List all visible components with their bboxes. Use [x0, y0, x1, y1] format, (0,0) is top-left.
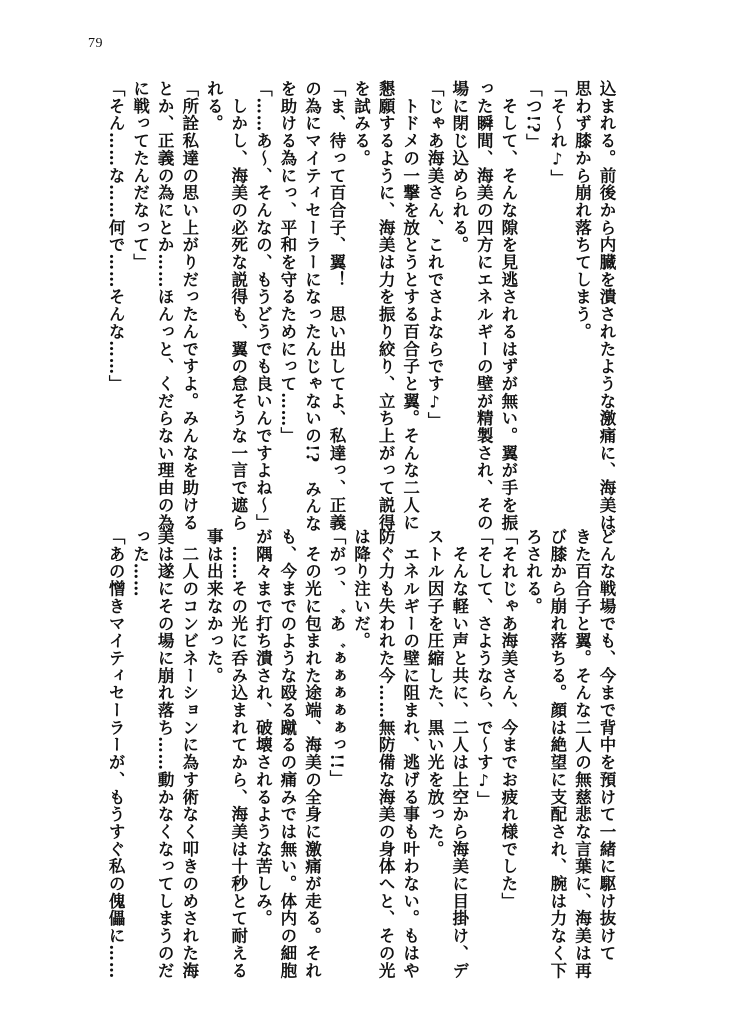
- text-line: ストル因子を圧縮した、黒い光を放った。: [425, 528, 445, 858]
- text-line: とか、正義の為にとか……ほんっと、くだらない理由の為: [155, 80, 175, 532]
- text-line: った瞬間、海美の四方にエネルギーの壁が精製され、その: [474, 80, 494, 532]
- text-line: った……: [130, 528, 150, 598]
- text-line: び膝から崩れ落ちる。顔は絶望に支配され、腕は力なく下: [547, 528, 567, 980]
- text-line: 「そん……な……何で……そんな……」: [106, 80, 126, 393]
- text-line: そんな軽い声と共に、二人は上空から海美に目掛け、デ: [449, 528, 469, 980]
- text-line: 事は出来なかった。: [204, 528, 224, 685]
- text-line: を試みる。: [351, 80, 371, 167]
- text-line: 懇願するように、海美は力を振り絞り、立ち上がって説得: [376, 80, 396, 532]
- text-line: 「じゃあ海美さん、これでさよならです♪」: [425, 80, 445, 430]
- text-line: 「つ!?」: [523, 80, 543, 151]
- text-line: ……その光に呑み込まれてから、海美は十秒とて耐える: [228, 528, 248, 980]
- text-line: 「……あ～、そんなの、もうどうでも良いんですよね～」: [253, 80, 273, 532]
- text-line: どんな戦場でも、今まで背中を預けて一緒に駆け抜けて: [597, 528, 616, 962]
- text-line: 美は遂にその場に崩れ落ち……動かなくなってしまうのだ: [155, 528, 175, 980]
- page-number: 79: [88, 36, 103, 51]
- text-line: しかし、海美の必死な説得も、翼の怠そうな一言で遮ら: [228, 80, 248, 532]
- text-line: きた百合子と翼。そんな二人の無慈悲な言葉に、海美は再: [572, 528, 592, 980]
- text-line: 二人のコンビネーションに為す術なく叩きのめされた海: [179, 528, 199, 980]
- text-line: 「あの憎きマイティセーラーが、もうすぐ私の傀儡に……: [106, 528, 126, 980]
- text-line: 「それじゃあ海美さん、今までお疲れ様でした」: [498, 528, 518, 910]
- text-line: が隅々まで打ち潰され、破壊されるような苦しみ。: [253, 528, 273, 928]
- text-line: 「所詮私達の思い上がりだったんですよ。みんなを助ける: [179, 80, 199, 532]
- text-line: 「そして、さようなら、で～す♪」: [474, 528, 494, 809]
- text-line: 込まれる。前後から内臓を潰されたような激痛に、海美は: [597, 80, 616, 532]
- text-line: 「ま、待って百合子、翼！ 思い出してよ、私達っ、正義: [326, 80, 346, 532]
- text-line: 防ぐ力も失われた今……無防備な海美の身体へと、その光: [376, 528, 396, 980]
- text-line: そして、そんな隙を見逃されるはずが無い。翼が手を振: [498, 80, 518, 532]
- text-line: エネルギーの壁に阻まれ、逃げる事も叶わない。もはや: [400, 528, 420, 980]
- upper-text-block: [106, 80, 618, 533]
- text-line: 「そ～れ♪」: [547, 80, 567, 187]
- text-line: その光に包まれた途端、海美の全身に激痛が走る。それ: [302, 528, 322, 980]
- text-line: 思わず膝から崩れ落ちてしまう。: [572, 80, 592, 341]
- lower-text-block: [106, 528, 618, 980]
- text-line: を助ける為にっ、平和を守るためにって……」: [277, 80, 297, 445]
- text-line: 「がっ、゛あ゛ぁぁぁぁぁっ!!」: [326, 528, 346, 788]
- text-line: れる。: [204, 80, 224, 133]
- text-line: の為にマイティセーラーになったんじゃないの!? みんな: [302, 80, 322, 533]
- text-line: は降り注いだ。: [351, 528, 371, 650]
- text-line: 場に閉じ込められる。: [449, 80, 469, 254]
- text-line: も、今までのような殴る蹴るの痛みでは無い。体内の細胞: [277, 528, 297, 980]
- text-line: に戦ってたんだなって」: [130, 80, 150, 271]
- text-line: ろされる。: [523, 528, 543, 615]
- text-line: トドメの一撃を放とうとする百合子と翼。そんな二人に: [400, 80, 420, 532]
